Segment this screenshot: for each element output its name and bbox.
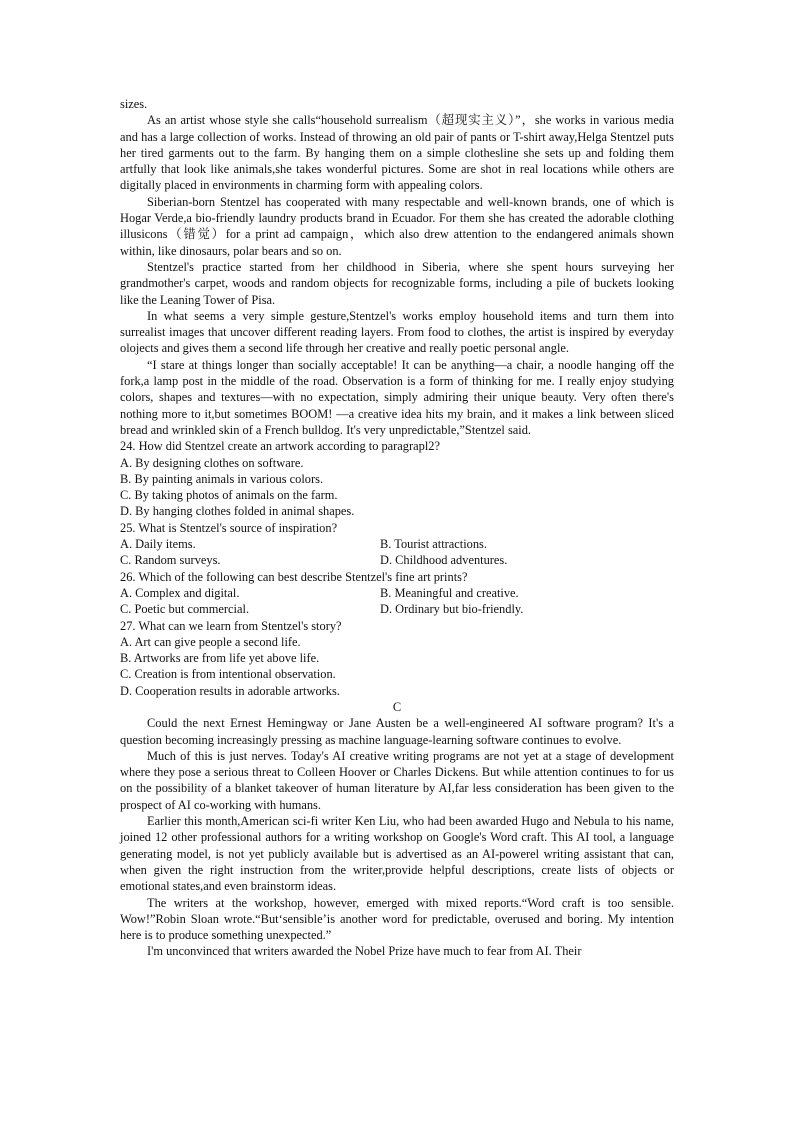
document-page: [120, 96, 674, 960]
paragraph-b4: In what seems a very simple gesture,Stentzel's works employ household items and turn them into surrealist images that uncover different reading layers. From food to clothes, the artist is inspired by everyday olojects and gives them a second life through her creative and really poetic personal angle.: [120, 308, 674, 356]
option-a: A. By designing clothes on software.: [120, 455, 304, 470]
paragraph-c3: Earlier this month,American sci-fi writer Ken Liu, who had been awarded Hugo and Nebula to his name, joined 12 other professional authors for a writing workshop on Google's Word craft. This AI tool, a language generating model, is not yet publicly available but is advertised as an AI-powerel writing assistant that can, when given the right instruction from the writer,provide helpful descriptions, create lists of objects or emotional states,and even brainstorm ideas.: [120, 814, 674, 894]
option-a: A. Daily items.: [120, 537, 196, 552]
paragraph-c1: Could the next Ernest Hemingway or Jane Austen be a well-engineered AI software program? It's a question becoming increasingly pressing as machine language-learning software continues to evolve.: [120, 716, 674, 747]
paragraph-c4: The writers at the workshop, however, emerged with mixed reports.“Word craft is too sensible. Wow!”Robin Sloan wrote.“But‘sensible’is another word for predictable, overused and boring. My intention here is to produce something unexpected.”: [120, 895, 674, 943]
question-25: [120, 520, 674, 569]
option-d: D. Childhood adventures.: [380, 553, 508, 568]
paragraph-b2: Siberian-born Stentzel has cooperated with many respectable and well-known brands, one of which is Hogar Verde,a bio-friendly laundry products brand in Ecuador. For them she has created the adorable clothing illusicons（错觉）for a print ad campaign，which also drew attention to the endangered animals shown within, like dinosaurs, polar bears and so on.: [120, 194, 674, 258]
option-c: C. Random surveys.: [120, 553, 221, 568]
option-b: B. By painting animals in various colors.: [120, 471, 324, 486]
option-d: D. By hanging clothes folded in animal shapes.: [120, 504, 355, 519]
section-heading-c: C: [392, 699, 402, 714]
paragraph-b1: As an artist whose style she calls“household surrealism（超现实主义）”，she works in various media and has a large collection of works. Instead of throwing an old pair of pants or T-shirt away,Helga Stentzel puts her tired garments out to the farm. By hanging them on a simple clothesline she sets up and folding them artfully that look like animals,she takes wonderful pictures. Some are shot in real locations while others are digitally placed in environments in charming form with appealing colors.: [120, 113, 674, 193]
option-b: B. Tourist attractions.: [380, 537, 487, 552]
option-b: B. Meaningful and creative.: [380, 585, 519, 600]
paragraph-c2: Much of this is just nerves. Today's AI creative writing programs are not yet at a stage of development where they pose a serious threat to Colleen Hoover or Charles Dickens. But while attention continues to for us on the possibility of a blanket takeover of human literature by AI,far less consideration has been given to the prospect of AI co-working with humans.: [120, 748, 674, 812]
option-d: D. Cooperation results in adorable artworks.: [120, 683, 340, 698]
paragraph-b5: “I stare at things longer than socially acceptable! It can be anything—a chair, a noodle hanging off the fork,a lamp post in the middle of the road. Observation is a form of thinking for me. I really enjoy studying colors, shapes and textures—with no expectation, simply admiring their unique beauty. Very often there's nothing more to it,but sometimes BOOM! —a creative idea hits my brain, and it makes a link between sliced bread and wrinkled skin of a French bulldog. It's very unpredictable,”Stentzel said.: [120, 357, 674, 437]
question-stem: 24. How did Stentzel create an artwork according to paragrapl2?: [120, 439, 440, 454]
question-26: [120, 569, 674, 618]
question-24: [120, 438, 674, 519]
option-c: C. By taking photos of animals on the farm.: [120, 488, 338, 503]
option-d: D. Ordinary but bio-friendly.: [380, 602, 524, 617]
question-stem: 26. Which of the following can best describe Stentzel's fine art prints?: [120, 569, 468, 584]
paragraph-c5: I'm unconvinced that writers awarded the Nobel Prize have much to fear from AI. Their: [147, 944, 582, 959]
option-c: C. Creation is from intentional observation.: [120, 667, 336, 682]
paragraph-b3: Stentzel's practice started from her childhood in Siberia, where she spent hours surveying her grandmother's carpet, woods and random objects for recognizable forms, including a pile of buckets looking like the Leaning Tower of Pisa.: [120, 259, 674, 307]
question-stem: 25. What is Stentzel's source of inspiration?: [120, 520, 338, 535]
option-c: C. Poetic but commercial.: [120, 602, 250, 617]
option-b: B. Artworks are from life yet above life.: [120, 651, 320, 666]
option-a: A. Art can give people a second life.: [120, 634, 301, 649]
paragraph-b0: sizes.: [120, 97, 148, 111]
question-stem: 27. What can we learn from Stentzel's story?: [120, 618, 342, 633]
question-27: [120, 618, 674, 699]
option-a: A. Complex and digital.: [120, 585, 240, 600]
